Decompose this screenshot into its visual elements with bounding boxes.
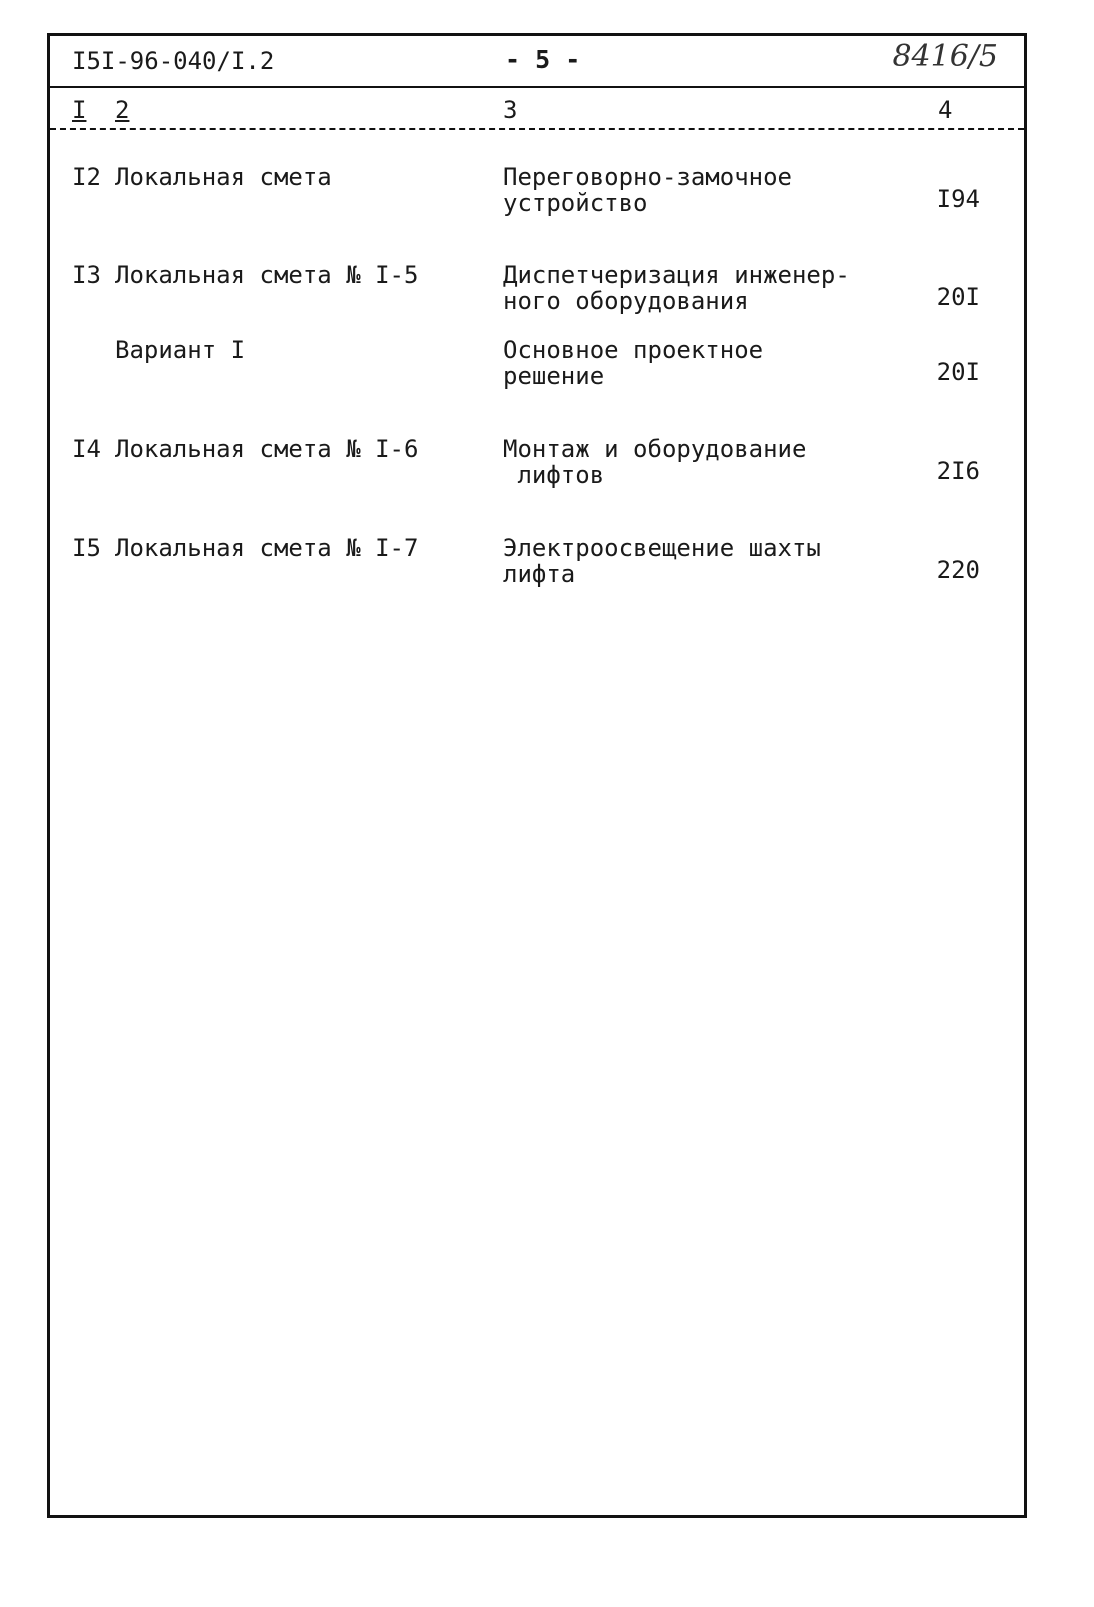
column-header-2: 2 bbox=[115, 96, 130, 124]
row-description-line: решение bbox=[503, 362, 605, 390]
row-number: I4 bbox=[72, 435, 101, 463]
sheet-number: 8416/5 bbox=[892, 39, 998, 74]
row-description-line: Основное проектное bbox=[503, 336, 764, 364]
row-description bbox=[503, 535, 903, 587]
column-header-4: 4 bbox=[938, 96, 953, 124]
row-name: Локальная смета № I-5 bbox=[115, 261, 419, 289]
document-frame bbox=[47, 33, 1027, 1518]
row-description-line: Монтаж и оборудование bbox=[503, 435, 807, 463]
row-description-line: устройство bbox=[503, 189, 648, 217]
document-code: I5I-96-040/I.2 bbox=[72, 47, 275, 75]
row-name: Локальная смета № I-6 bbox=[115, 435, 419, 463]
row-number: I5 bbox=[72, 534, 101, 562]
column-header-1: I bbox=[72, 96, 87, 124]
row-description bbox=[503, 164, 903, 216]
row-number: I2 bbox=[72, 163, 101, 191]
row-description bbox=[503, 262, 903, 314]
row-name: Локальная смета № I-7 bbox=[115, 534, 419, 562]
row-description-line: лифтов bbox=[503, 461, 605, 489]
page-number: - 5 - bbox=[505, 45, 581, 74]
row-page: 220 bbox=[936, 556, 980, 584]
row-description bbox=[503, 436, 903, 488]
row-description-line: Диспетчеризация инженер- bbox=[503, 261, 850, 289]
row-page: I94 bbox=[936, 185, 980, 213]
row-page: 20I bbox=[936, 358, 980, 386]
row-number: I3 bbox=[72, 261, 101, 289]
column-header-3: 3 bbox=[503, 96, 518, 124]
row-description-line: Переговорно-замочное bbox=[503, 163, 792, 191]
row-description-line: лифта bbox=[503, 560, 576, 588]
row-name: Вариант I bbox=[115, 336, 246, 364]
row-page: 2I6 bbox=[936, 457, 980, 485]
row-page: 20I bbox=[936, 283, 980, 311]
row-description-line: ного оборудования bbox=[503, 287, 749, 315]
row-name: Локальная смета bbox=[115, 163, 332, 191]
row-description bbox=[503, 337, 903, 389]
header-strip bbox=[50, 36, 1024, 88]
row-description-line: Электроосвещение шахты bbox=[503, 534, 821, 562]
column-header-row bbox=[50, 88, 1024, 130]
